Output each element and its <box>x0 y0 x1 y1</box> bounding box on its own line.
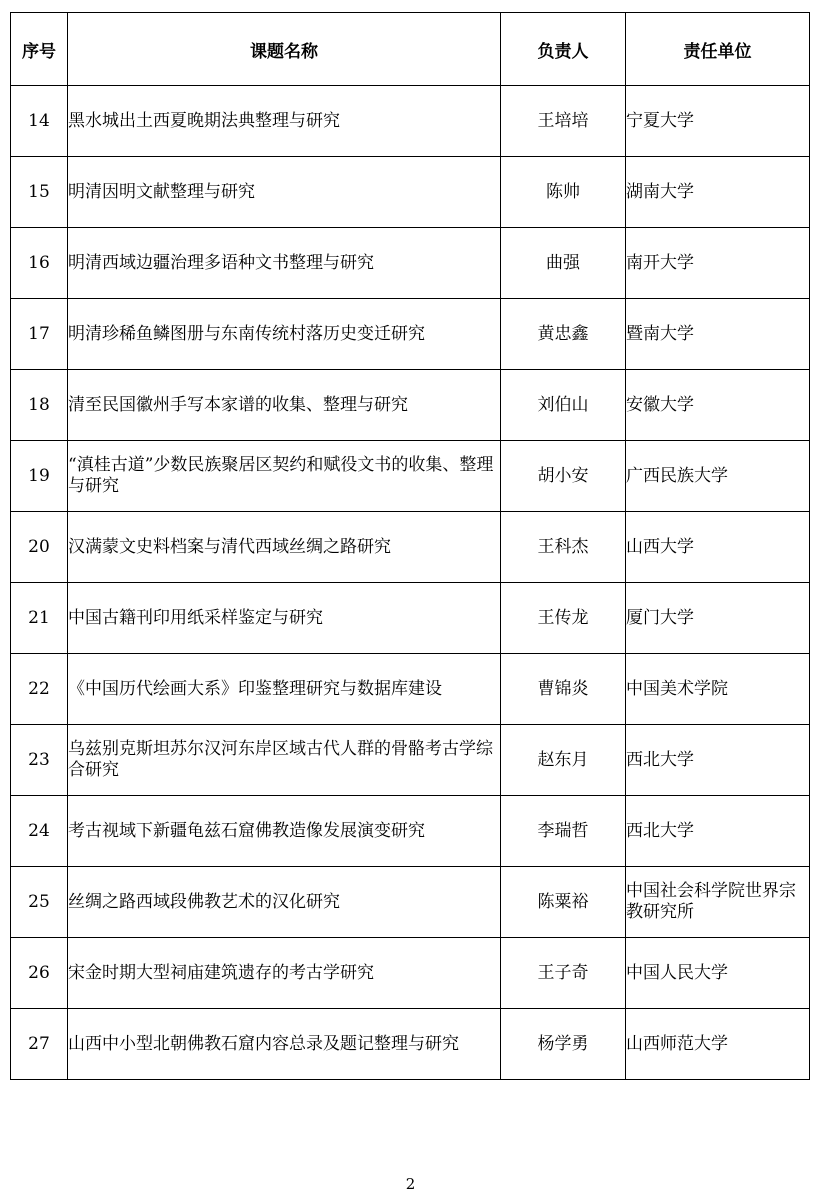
row-number: 19 <box>11 441 68 512</box>
row-project-title: 明清珍稀鱼鳞图册与东南传统村落历史变迁研究 <box>68 299 501 370</box>
row-project-title: 《中国历代绘画大系》印鉴整理研究与数据库建设 <box>68 654 501 725</box>
row-responsible-unit: 中国人民大学 <box>626 938 810 1009</box>
row-project-title: “滇桂古道”少数民族聚居区契约和赋役文书的收集、整理与研究 <box>68 441 501 512</box>
table-row <box>11 86 810 157</box>
row-project-title: 黑水城出土西夏晚期法典整理与研究 <box>68 86 501 157</box>
row-project-title: 乌兹别克斯坦苏尔汉河东岸区域古代人群的骨骼考古学综合研究 <box>68 725 501 796</box>
header-row <box>11 13 810 86</box>
row-person-in-charge: 赵东月 <box>501 725 626 796</box>
header-project-title: 课题名称 <box>68 13 501 86</box>
row-person-in-charge: 王传龙 <box>501 583 626 654</box>
row-number: 27 <box>11 1009 68 1080</box>
table-row <box>11 583 810 654</box>
row-project-title: 中国古籍刊印用纸采样鉴定与研究 <box>68 583 501 654</box>
header-responsible-unit: 责任单位 <box>626 13 810 86</box>
row-number: 24 <box>11 796 68 867</box>
row-person-in-charge: 刘伯山 <box>501 370 626 441</box>
row-person-in-charge: 曹锦炎 <box>501 654 626 725</box>
row-project-title: 清至民国徽州手写本家谱的收集、整理与研究 <box>68 370 501 441</box>
row-responsible-unit: 西北大学 <box>626 725 810 796</box>
header-person-in-charge: 负责人 <box>501 13 626 86</box>
row-responsible-unit: 南开大学 <box>626 228 810 299</box>
table-row <box>11 512 810 583</box>
table-row <box>11 228 810 299</box>
row-responsible-unit: 安徽大学 <box>626 370 810 441</box>
row-number: 17 <box>11 299 68 370</box>
row-person-in-charge: 曲强 <box>501 228 626 299</box>
row-responsible-unit: 西北大学 <box>626 796 810 867</box>
row-person-in-charge: 杨学勇 <box>501 1009 626 1080</box>
row-number: 22 <box>11 654 68 725</box>
page-number: 2 <box>405 1175 416 1193</box>
row-project-title: 考古视域下新疆龟兹石窟佛教造像发展演变研究 <box>68 796 501 867</box>
row-number: 18 <box>11 370 68 441</box>
row-person-in-charge: 陈帅 <box>501 157 626 228</box>
table-row <box>11 938 810 1009</box>
row-number: 25 <box>11 867 68 938</box>
row-number: 15 <box>11 157 68 228</box>
table-row <box>11 441 810 512</box>
table-row <box>11 370 810 441</box>
table-row <box>11 157 810 228</box>
row-person-in-charge: 李瑞哲 <box>501 796 626 867</box>
row-number: 23 <box>11 725 68 796</box>
row-project-title: 明清西域边疆治理多语种文书整理与研究 <box>68 228 501 299</box>
row-number: 16 <box>11 228 68 299</box>
row-number: 21 <box>11 583 68 654</box>
row-project-title: 明清因明文献整理与研究 <box>68 157 501 228</box>
row-responsible-unit: 广西民族大学 <box>626 441 810 512</box>
row-person-in-charge: 王科杰 <box>501 512 626 583</box>
row-responsible-unit: 宁夏大学 <box>626 86 810 157</box>
table-row <box>11 299 810 370</box>
row-project-title: 宋金时期大型祠庙建筑遗存的考古学研究 <box>68 938 501 1009</box>
row-person-in-charge: 王培培 <box>501 86 626 157</box>
table-row <box>11 867 810 938</box>
project-table <box>10 12 810 1080</box>
row-responsible-unit: 湖南大学 <box>626 157 810 228</box>
row-responsible-unit: 山西大学 <box>626 512 810 583</box>
row-project-title: 丝绸之路西域段佛教艺术的汉化研究 <box>68 867 501 938</box>
row-responsible-unit: 厦门大学 <box>626 583 810 654</box>
row-number: 20 <box>11 512 68 583</box>
row-person-in-charge: 胡小安 <box>501 441 626 512</box>
row-person-in-charge: 王子奇 <box>501 938 626 1009</box>
table-row <box>11 1009 810 1080</box>
row-project-title: 汉满蒙文史料档案与清代西域丝绸之路研究 <box>68 512 501 583</box>
row-responsible-unit: 暨南大学 <box>626 299 810 370</box>
row-number: 26 <box>11 938 68 1009</box>
row-number: 14 <box>11 86 68 157</box>
row-responsible-unit: 中国美术学院 <box>626 654 810 725</box>
table-row <box>11 654 810 725</box>
row-responsible-unit: 中国社会科学院世界宗教研究所 <box>626 867 810 938</box>
table-row <box>11 796 810 867</box>
row-person-in-charge: 黄忠鑫 <box>501 299 626 370</box>
row-responsible-unit: 山西师范大学 <box>626 1009 810 1080</box>
row-person-in-charge: 陈粟裕 <box>501 867 626 938</box>
table-row <box>11 725 810 796</box>
row-project-title: 山西中小型北朝佛教石窟内容总录及题记整理与研究 <box>68 1009 501 1080</box>
header-number: 序号 <box>11 13 68 86</box>
